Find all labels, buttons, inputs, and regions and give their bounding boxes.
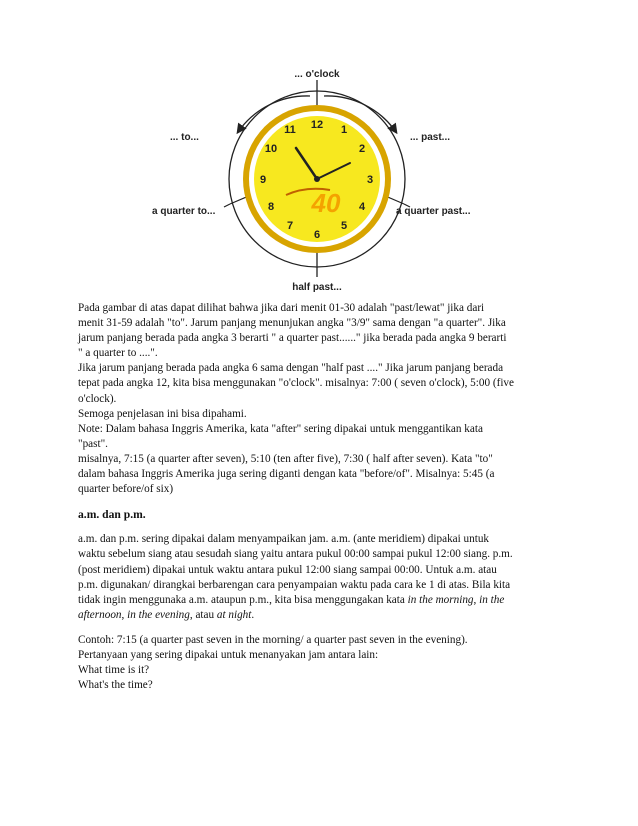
text-line: quarter before/of six) bbox=[78, 483, 174, 496]
text-line: "past". bbox=[78, 437, 108, 450]
label-oclock: ... o'clock bbox=[294, 69, 340, 80]
clock-figure bbox=[150, 62, 490, 292]
text-line: Semoga penjelasan ini bisa dipahami. bbox=[78, 407, 247, 420]
clock-number-2: 2 bbox=[358, 143, 366, 155]
svg-text:40: 40 bbox=[311, 188, 341, 218]
text-line: Note: Dalam bahasa Inggris Amerika, kata "after" sering dipakai untuk menggantikan kata bbox=[78, 422, 483, 435]
clock-number-6: 6 bbox=[313, 229, 321, 241]
text-line: a.m. dan p.m. sering dipakai dalam menyampaikan jam. a.m. (ante meridiem) dipakai untuk bbox=[78, 533, 490, 546]
clock-number-1: 1 bbox=[340, 124, 348, 136]
section-heading: a.m. dan p.m. bbox=[78, 508, 146, 522]
text-line: (post meridiem) dipakai untuk waktu antara pukul 12:00 siang sampai 00:00. Untuk a.m. atau bbox=[78, 563, 497, 576]
clock-number-8: 8 bbox=[267, 201, 275, 213]
label-half-past: half past... bbox=[292, 282, 342, 292]
text-line: o'clock). bbox=[78, 392, 117, 405]
text-line: tepat pada angka 12, kita bisa menggunakan "o'clock". misalnya: 7:00 ( seven o'clock), 5:00 (five bbox=[78, 377, 514, 390]
text-line: dalam bahasa Inggris Amerika juga sering diganti dengan kata "before/of". Misalnya: 5:45 (a bbox=[78, 468, 495, 481]
clock-number-4: 4 bbox=[358, 201, 366, 213]
text-line: menit 31-59 adalah "to". Jarum panjang menunjukan angka "3/9" sama dengan "a quarter". Jika bbox=[78, 317, 506, 330]
label-past: ... past... bbox=[410, 132, 451, 143]
text-line: misalnya, 7:15 (a quarter after seven), 5:10 (ten after five), 7:30 ( half after seven). Kata "to" bbox=[78, 452, 493, 465]
text-line: " a quarter to ....". bbox=[78, 347, 158, 360]
paragraph-explanation bbox=[78, 301, 568, 497]
text-line: jarum panjang berada pada angka 3 berarti " a quarter past......" jika berada pada angka 9 berarti bbox=[78, 332, 507, 345]
text-line: Contoh: 7:15 (a quarter past seven in the morning/ a quarter past seven in the evening). bbox=[78, 633, 468, 646]
text-line: What time is it? bbox=[78, 664, 150, 677]
text-line: Jika jarum panjang berada pada angka 6 sama dengan "half past ...." Jika jarum panjang berada bbox=[78, 362, 504, 375]
clock-number-9: 9 bbox=[259, 174, 267, 186]
text-line: What's the time? bbox=[78, 679, 153, 692]
label-to: ... to... bbox=[170, 132, 199, 143]
text-line: p.m. digunakan/ dirangkai berbarengan cara penyampaian waktu pada cara ke 1 di atas. Bila kita bbox=[78, 578, 511, 591]
text-line: waktu sebelum siang atau sesudah siang yaitu antara pukul 00:00 sampai pukul 12:00 siang. p.m. bbox=[78, 548, 513, 561]
document-body bbox=[78, 301, 568, 693]
text-line: Pada gambar di atas dapat dilihat bahwa jika dari menit 01-30 adalah "past/lewat" jika dari bbox=[78, 302, 485, 314]
clock-number-3: 3 bbox=[366, 174, 374, 186]
paragraph-am-pm bbox=[78, 532, 568, 623]
text-line: afternoon, in the evening, atau at night. bbox=[78, 608, 255, 621]
text-line: Pertanyaan yang sering dipakai untuk menanyakan jam antara lain: bbox=[78, 648, 379, 661]
clock-number-12: 12 bbox=[310, 119, 324, 131]
label-quarter-past: a quarter past... bbox=[396, 206, 471, 217]
text-line: tidak ingin menggunaka a.m. ataupun p.m., kita bisa menggungakan kata in the morning, in the bbox=[78, 593, 505, 606]
clock-diagram bbox=[150, 62, 490, 292]
clock-number-7: 7 bbox=[286, 220, 294, 232]
label-quarter-to: a quarter to... bbox=[152, 206, 216, 217]
clock-number-5: 5 bbox=[340, 220, 348, 232]
paragraph-examples bbox=[78, 633, 568, 693]
clock-number-11: 11 bbox=[284, 124, 296, 136]
clock-number-10: 10 bbox=[264, 143, 278, 155]
